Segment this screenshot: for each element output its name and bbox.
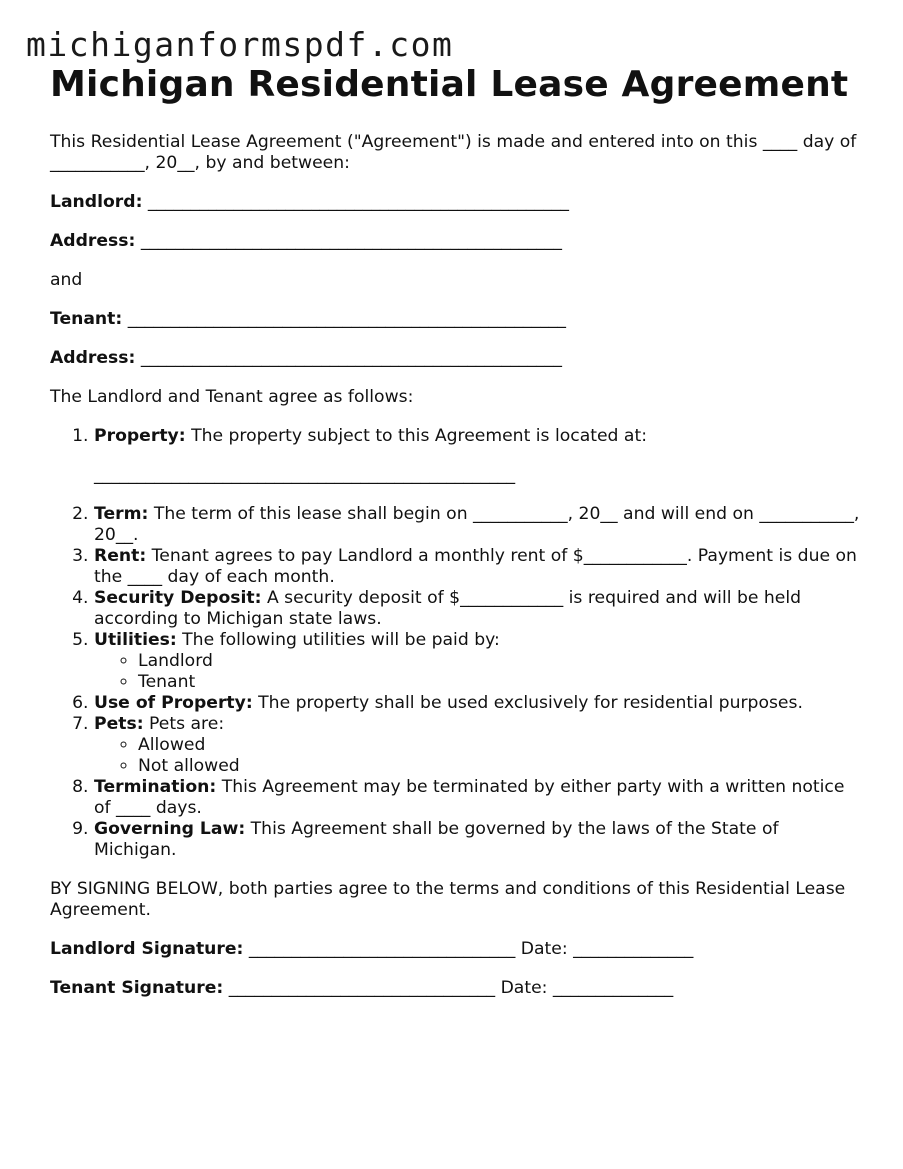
term-termination-label: Termination: [94,777,217,797]
term-property-text: The property subject to this Agreement is located at: [185,426,647,446]
landlord-line[interactable]: _________________________________________________ [147,192,570,212]
landlord-label: Landlord: [50,192,143,212]
term-term [94,504,862,546]
tenant-line[interactable]: ___________________________________________________ [127,309,567,329]
term-law-label: Governing Law: [94,819,246,839]
term-pets [94,714,862,777]
term-termination [94,777,862,819]
term-governing-law [94,819,862,861]
term-rent-text: Tenant agrees to pay Landlord a monthly rent of $____________. Payment is due on the ____ day of each month. [94,546,857,587]
landlord-address-label: Address: [50,231,136,251]
landlord-address-line[interactable]: _________________________________________________ [140,231,562,251]
property-address-line[interactable]: _________________________________________________ [94,465,516,485]
landlord-address-field [50,231,862,252]
term-use [94,693,862,714]
landlord-signature-label: Landlord Signature: [50,939,244,959]
tenant-address-field [50,348,862,369]
term-term-text: The term of this lease shall begin on ___________, 20__ and will end on ___________, 20__. [94,504,860,545]
term-utilities-label: Utilities: [94,630,177,650]
utilities-option-landlord[interactable]: ◦ Landlord [138,651,862,672]
term-property-label: Property: [94,426,186,446]
term-rent [94,546,862,588]
tenant-address-label: Address: [50,348,136,368]
terms-list [50,426,862,861]
term-deposit [94,588,862,630]
term-use-label: Use of Property: [94,693,253,713]
watermark: michiganformspdf.com [26,25,454,64]
and-text: and [50,270,83,290]
pets-options [94,735,862,777]
page-title: Michigan Residential Lease Agreement [50,64,849,105]
term-term-label: Term: [94,504,149,524]
tenant-signature-line[interactable]: _______________________________ Date: ______________ [223,978,674,998]
term-property [94,426,862,486]
document-page [50,62,862,999]
tenant-address-line[interactable]: _________________________________________________ [140,348,562,368]
tenant-label: Tenant: [50,309,123,329]
term-utilities-text: The following utilities will be paid by: [176,630,500,650]
term-termination-text: This Agreement may be terminated by either party with a written notice of ____ days. [94,777,845,818]
term-pets-text: Pets are: [143,714,225,734]
term-utilities [94,630,862,693]
landlord-field [50,192,862,213]
utilities-option-tenant[interactable]: ◦ Tenant [138,672,862,693]
term-rent-label: Rent: [94,546,147,566]
pets-option-allowed[interactable]: ◦ Allowed [138,735,862,756]
intro-paragraph: This Residential Lease Agreement ("Agreement") is made and entered into on this ____ day of ___________, 20__, by and between: [50,132,857,173]
term-pets-label: Pets: [94,714,144,734]
tenant-signature-label: Tenant Signature: [50,978,224,998]
tenant-field [50,309,862,330]
landlord-signature-field [50,939,862,960]
tenant-signature-field [50,978,862,999]
closing-statement: BY SIGNING BELOW, both parties agree to the terms and conditions of this Residential Lease Agreement. [50,879,846,920]
term-law-text: This Agreement shall be governed by the laws of the State of Michigan. [94,819,779,860]
landlord-signature-line[interactable]: _______________________________ Date: ______________ [243,939,694,959]
agree-text: The Landlord and Tenant agree as follows: [50,387,414,407]
utilities-options [94,651,862,693]
term-deposit-label: Security Deposit: [94,588,262,608]
pets-option-not-allowed[interactable]: ◦ Not allowed [138,756,862,777]
term-use-text: The property shall be used exclusively for residential purposes. [252,693,803,713]
term-deposit-text: A security deposit of $____________ is required and will be held according to Michigan state laws. [94,588,802,629]
